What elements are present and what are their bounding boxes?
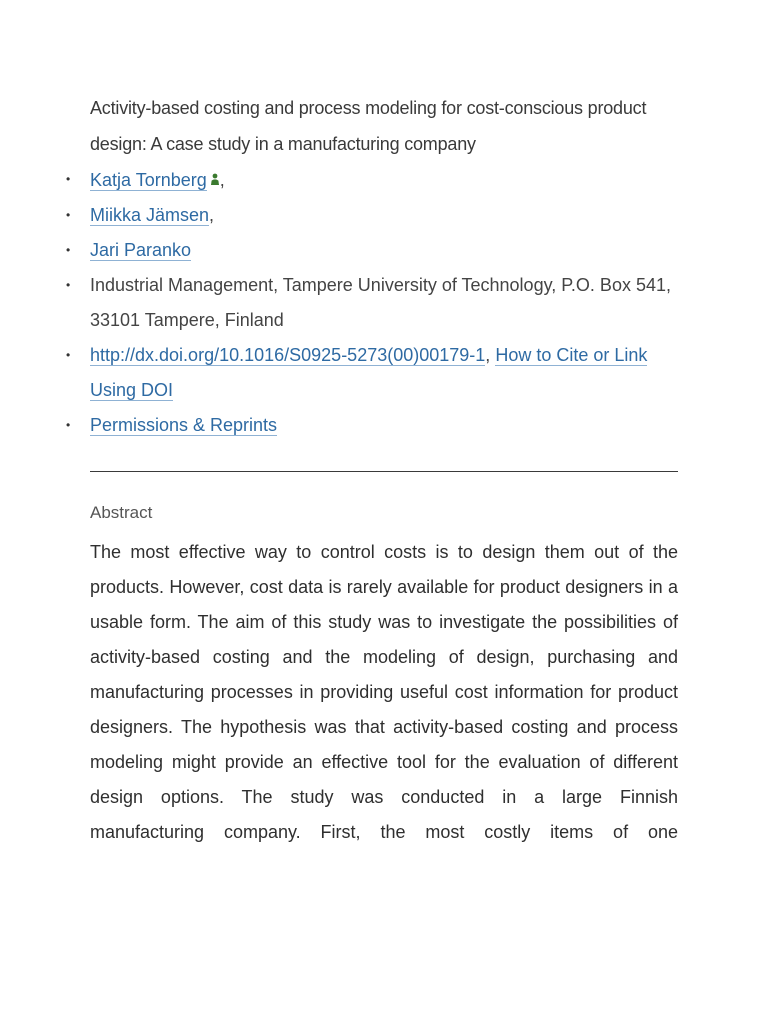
affiliation-text: Industrial Management, Tampere University of Technology, P.O. Box 541, 33101 Tampere, Finland: [90, 275, 671, 330]
abstract-text: The most effective way to control costs is to design them out of the products. However, cost data is rarely available for product designers in a usable form. The aim of this study was to investigate the possibilities of activity-based costing and the modeling of design, purchasing and manufacturing processes in providing useful cost information for product designers. The hypothesis was that activity-based costing and process modeling might provide an effective tool for the evaluation of different design options. The study was conducted in a large Finnish manufacturing company. First, the most costly items of one: [90, 542, 678, 842]
list-item-author-3: [90, 233, 678, 268]
author-link-miikka-jamsen[interactable]: Miikka Jämsen: [90, 205, 210, 225]
abstract-heading: Abstract: [90, 503, 153, 522]
author-link-jari-paranko[interactable]: Jari Paranko: [90, 240, 192, 260]
section-divider: [90, 471, 678, 472]
list-item-permissions: [90, 408, 678, 443]
author-separator: ,: [209, 205, 215, 225]
article-page: [90, 90, 678, 850]
person-icon: [210, 162, 220, 174]
author-link-katja-tornberg[interactable]: Katja Tornberg: [90, 170, 207, 190]
list-item-author-2: [90, 198, 678, 233]
list-item-affiliation: [90, 268, 678, 338]
list-item-author-1: [90, 162, 678, 198]
cite-link[interactable]: How to Cite or Link Using DOI: [90, 345, 648, 400]
doi-link[interactable]: http://dx.doi.org/10.1016/S0925-5273(00)00179-1: [90, 345, 486, 365]
author-separator: ,: [219, 170, 225, 190]
article-metadata-list: [90, 162, 678, 443]
list-item-doi: [90, 338, 678, 408]
doi-separator: ,: [485, 345, 491, 365]
permissions-link[interactable]: Permissions & Reprints: [90, 415, 278, 435]
article-title: Activity-based costing and process modeling for cost-conscious product design: A case study in a manufacturing company: [90, 98, 647, 154]
